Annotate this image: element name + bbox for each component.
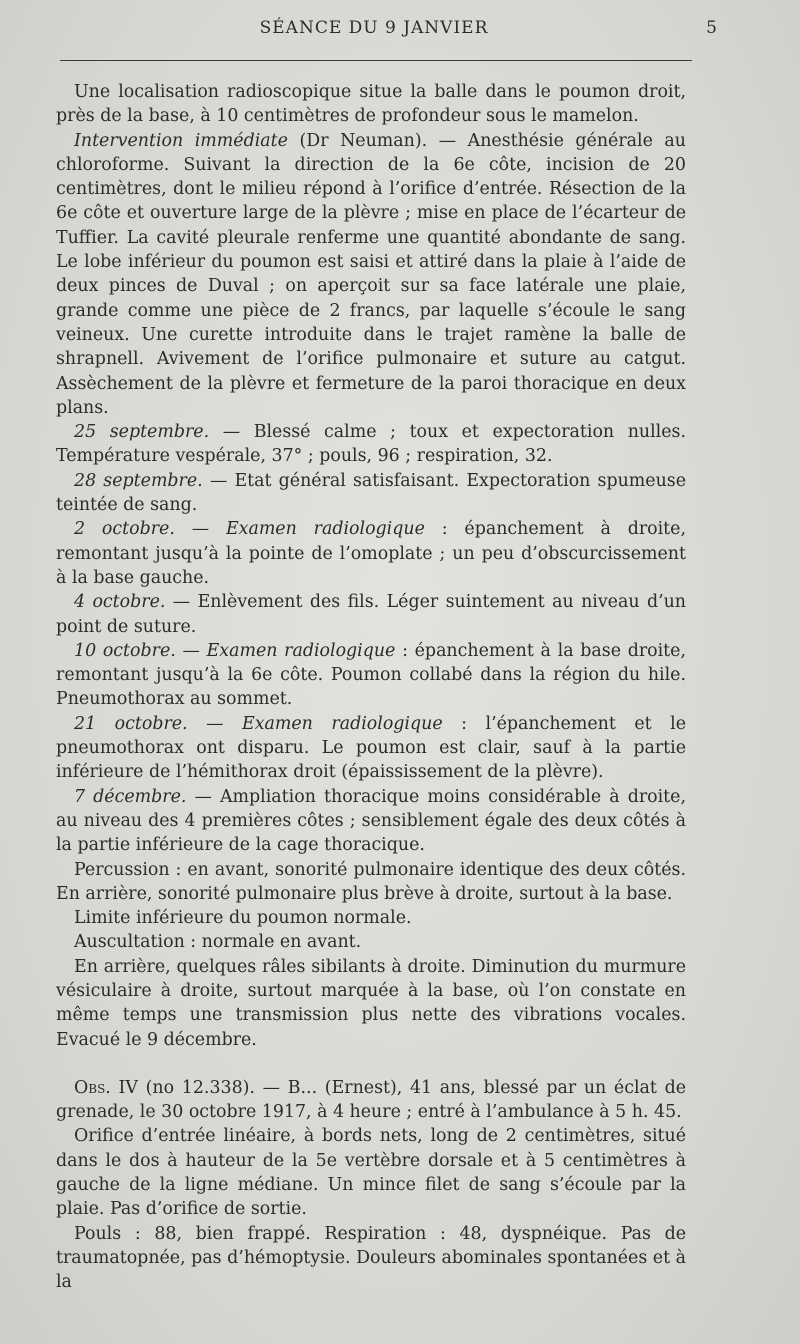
paragraph: 4 octobre. — Enlèvement des fils. Léger suintement au niveau d’un point de suture. (56, 592, 687, 637)
paragraph: 2 octobre. — Examen radiologique : épanchement à droite, remontant jusqu’à la pointe de l’omoplate ; un peu d’obscurcissement à la base gauche. (56, 519, 686, 588)
header-rule (60, 60, 692, 61)
paragraph: Intervention immédiate (Dr Neuman). — Anesthésie générale au chloroforme. Suivant la direction de la 6e côte, incision de 20 centimètres, dont le milieu répond à l’orifice d’entrée. Résection de la 6e côte et ouverture large de la plèvre ; mise en place de l’écarteur de Tuffier. La cavité pleurale renferme une quantité abondante de sang. Le lobe inférieur du poumon est saisi et attiré dans la plaie à l’aide de deux pinces de Duval ; on aperçoit sur sa face latérale une plaie, grande comme une pièce de 2 francs, par laquelle s’écoule le sang veineux. Une curette introduite dans le trajet ramène la balle de shrapnell. Avivement de l’orifice pulmonaire et suture au catgut. Assèchement de la plèvre et fermeture de la paroi thoracique en deux plans. (56, 130, 686, 418)
paragraph: Une localisation radioscopique situe la balle dans le poumon droit, près de la base, à 10 centimètres de profondeur sous le mamelon. (56, 82, 686, 127)
paragraph: Orifice d’entrée linéaire, à bords nets, long de 2 centimètres, situé dans le dos à hauteur de la 5e vertèbre dorsale et à 5 centimètres à gauche de la ligne médiane. Un mince filet de sang s’écoule par la plaie. Pas d’orifice de sortie. (56, 1126, 686, 1220)
page-number: 5 (706, 18, 718, 38)
paragraph: Percussion : en avant, sonorité pulmonaire identique des deux côtés. En arrière, sonorité pulmonaire plus brève à droite, surtout à la base. (56, 859, 686, 904)
body-text (56, 80, 686, 1295)
observation-heading-paragraph: Obs. IV (no 12.338). — B... (Ernest), 41 ans, blessé par un éclat de grenade, le 30 octobre 1917, à 4 heure ; entré à l’ambulance à 5 h. 45. (56, 1077, 686, 1123)
header-title: SÉANCE DU 9 JANVIER (259, 18, 489, 38)
running-header (56, 18, 718, 48)
paragraph: 25 septembre. — Blessé calme ; toux et expectoration nulles. Température vespérale, 37° ; pouls, 96 ; respiration, 32. (56, 422, 686, 467)
paragraph: 21 octobre. — Examen radiologique : l’épanchement et le pneumothorax ont disparu. Le poumon est clair, sauf à la partie inférieure de l’hémithorax droit (épaississement de la plèvre). (56, 713, 686, 783)
paragraph: 7 décembre. — Ampliation thoracique moins considérable à droite, au niveau des 4 premières côtes ; sensiblement égale des deux côtés à la partie inférieure de la cage thoracique. (56, 786, 686, 856)
paragraph: En arrière, quelques râles sibilants à droite. Diminution du murmure vésiculaire à droite, surtout marquée à la base, où l’on constate en même temps une transmission plus nette des vibrations vocales. Evacué le 9 décembre. (56, 956, 686, 1050)
paragraph: 10 octobre. — Examen radiologique : épanchement à la base droite, remontant jusqu’à la 6e côte. Poumon collabé dans la région du hile. Pneumothorax au sommet. (56, 640, 686, 710)
paragraph: 28 septembre. — Etat général satisfaisant. Expectoration spumeuse teintée de sang. (56, 470, 686, 516)
paragraph: Limite inférieure du poumon normale. (74, 908, 412, 929)
paragraph: Auscultation : normale en avant. (74, 932, 362, 953)
paragraph: Pouls : 88, bien frappé. Respiration : 48, dyspnéique. Pas de traumatopnée, pas d’hémoptysie. Douleurs abominales spontanées et à la (56, 1223, 686, 1293)
